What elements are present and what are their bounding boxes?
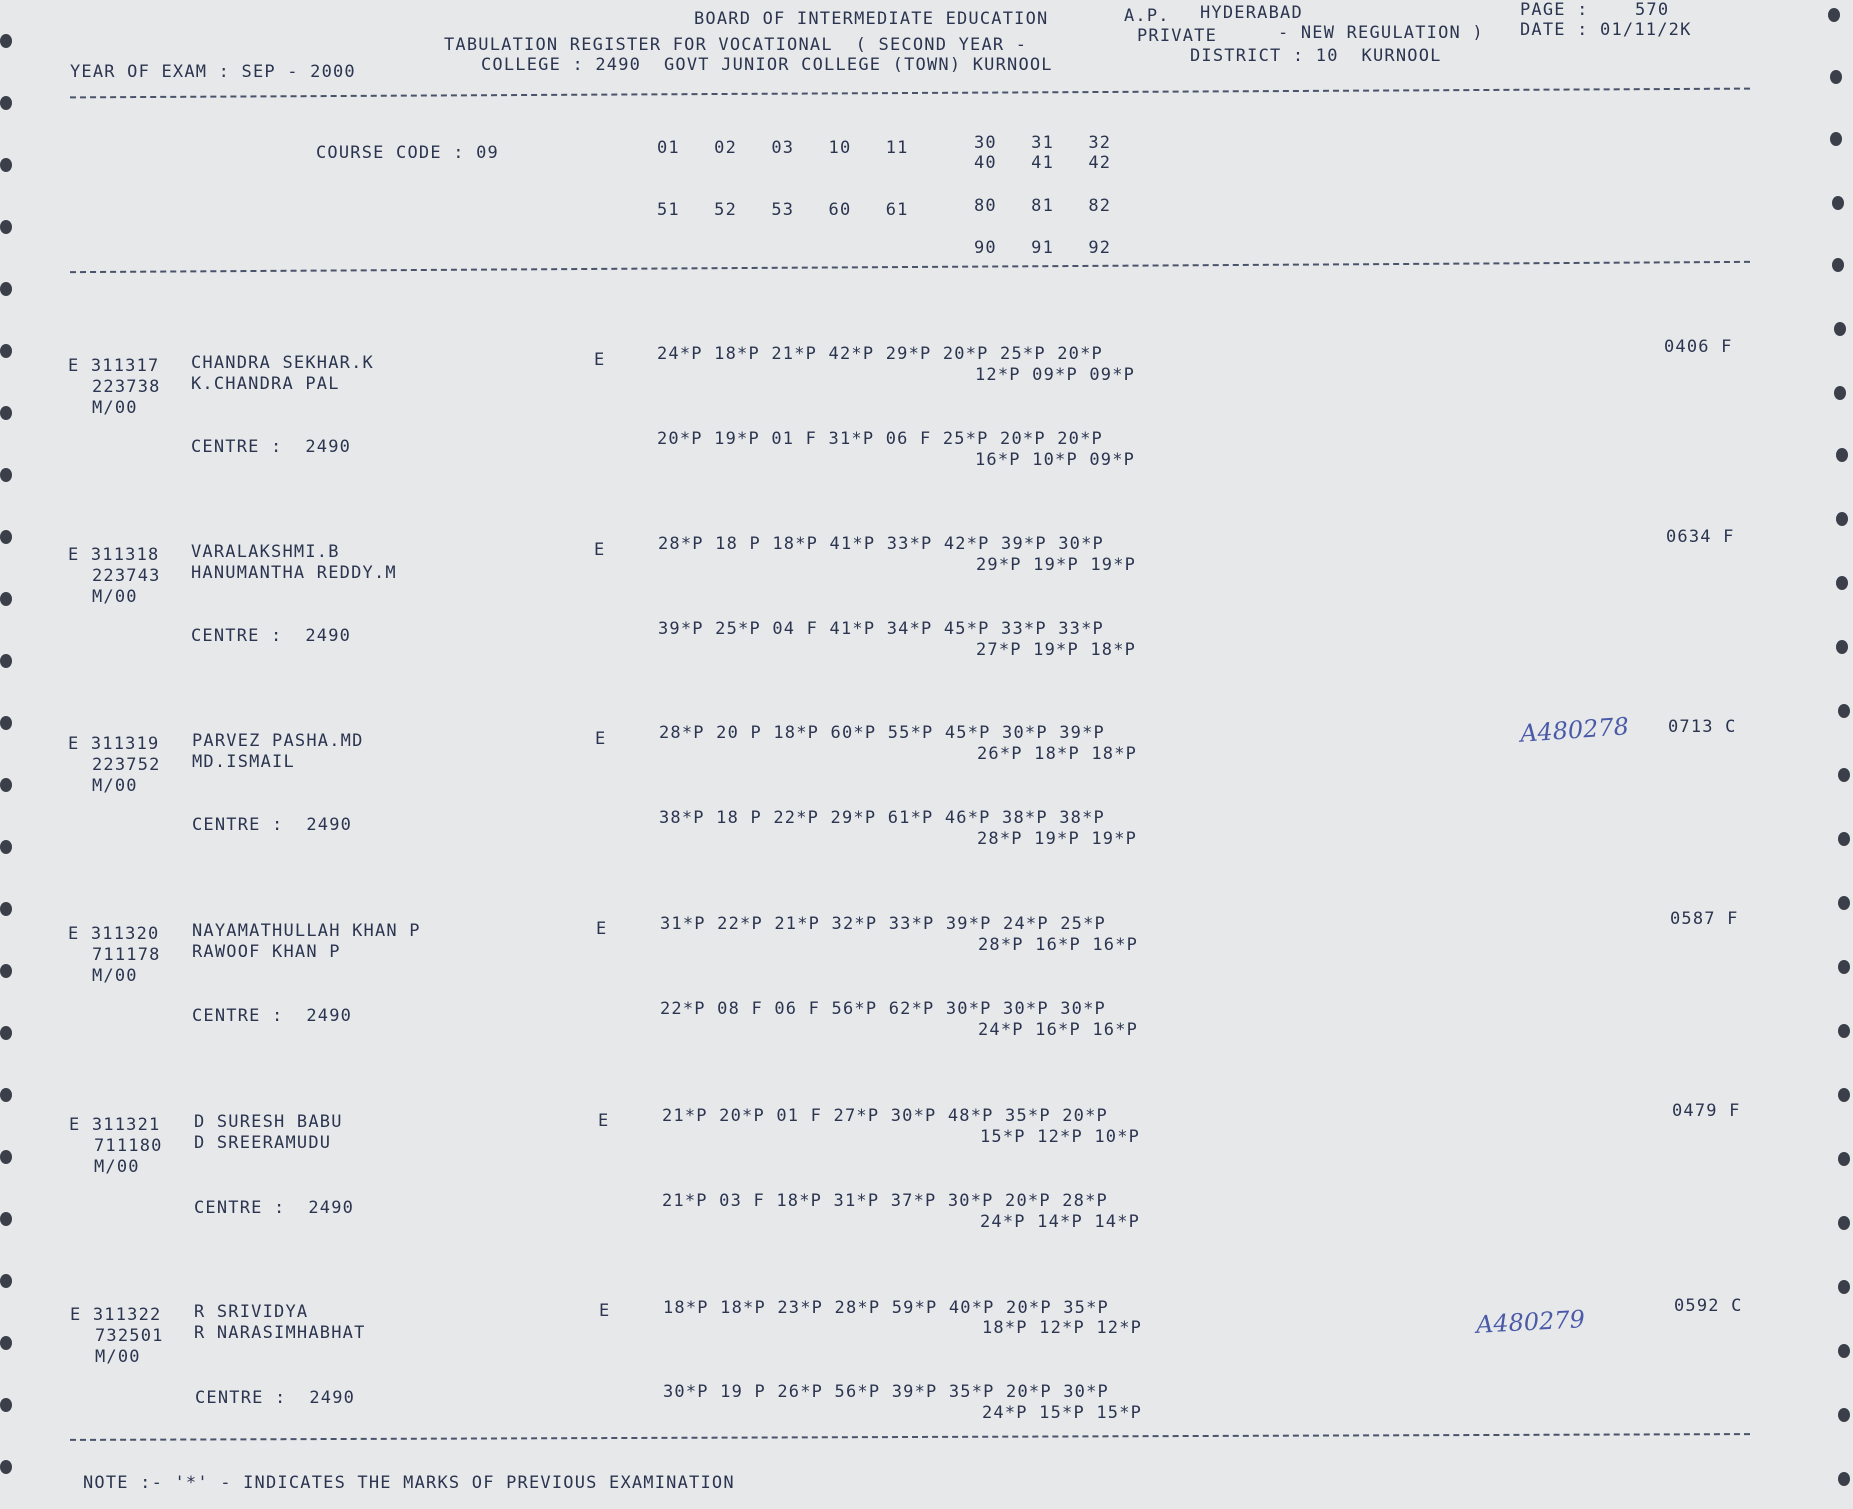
marks-first-year-extra: 29*P 19*P 19*P bbox=[976, 555, 1137, 575]
medium: E bbox=[594, 540, 606, 560]
registration-number: E 311318 bbox=[68, 545, 160, 565]
gender-code: M/00 bbox=[92, 966, 138, 986]
marks-first-year-extra: 12*P 09*P 09*P bbox=[975, 365, 1136, 385]
centre-code: CENTRE : 2490 bbox=[192, 815, 353, 835]
gender-code: M/00 bbox=[95, 1347, 141, 1367]
subject-codes-row2: 51 52 53 60 61 bbox=[657, 200, 909, 220]
city-label: HYDERABAD bbox=[1200, 3, 1303, 23]
centre-code: CENTRE : 2490 bbox=[192, 1006, 353, 1026]
marks-second-year-extra: 28*P 19*P 19*P bbox=[977, 829, 1138, 849]
student-code: 223743 bbox=[92, 566, 161, 586]
centre-code: CENTRE : 2490 bbox=[195, 1388, 356, 1408]
medium: E bbox=[596, 919, 608, 939]
gender-code: M/00 bbox=[92, 776, 138, 796]
grand-total-result: 0713 C bbox=[1668, 717, 1737, 737]
student-name: R SRIVIDYA bbox=[194, 1302, 309, 1322]
marks-second-year: 38*P 18 P 22*P 29*P 61*P 46*P 38*P 38*P bbox=[659, 808, 1105, 828]
footnote: NOTE :- '*' - INDICATES THE MARKS OF PREVIOUS EXAMINATION bbox=[83, 1473, 735, 1493]
student-name: NAYAMATHULLAH KHAN P bbox=[192, 921, 421, 941]
marks-first-year: 18*P 18*P 23*P 28*P 59*P 40*P 20*P 35*P bbox=[663, 1298, 1109, 1318]
registration-number: E 311321 bbox=[69, 1115, 161, 1135]
registration-number: E 311317 bbox=[68, 356, 160, 376]
marks-second-year: 39*P 25*P 04 F 41*P 34*P 45*P 33*P 33*P bbox=[658, 619, 1104, 639]
state-label: A.P. bbox=[1124, 6, 1170, 26]
grand-total-result: 0406 F bbox=[1664, 337, 1733, 357]
register-title: TABULATION REGISTER FOR VOCATIONAL ( SECOND YEAR - bbox=[444, 35, 1028, 55]
marks-second-year-extra: 16*P 10*P 09*P bbox=[975, 450, 1136, 470]
registration-number: E 311320 bbox=[68, 924, 160, 944]
marks-first-year: 28*P 18 P 18*P 41*P 33*P 42*P 39*P 30*P bbox=[658, 534, 1104, 554]
subject-codes-row2-extra: 80 81 82 bbox=[974, 196, 1112, 216]
parent-name: D SREERAMUDU bbox=[194, 1133, 332, 1153]
marks-second-year: 30*P 19 P 26*P 56*P 39*P 35*P 20*P 30*P bbox=[663, 1382, 1109, 1402]
marks-first-year-extra: 18*P 12*P 12*P bbox=[982, 1318, 1143, 1338]
student-name: D SURESH BABU bbox=[194, 1112, 343, 1132]
gender-code: M/00 bbox=[92, 587, 138, 607]
parent-name: RAWOOF KHAN P bbox=[192, 942, 341, 962]
student-code: 711180 bbox=[94, 1136, 163, 1156]
marks-first-year: 21*P 20*P 01 F 27*P 30*P 48*P 35*P 20*P bbox=[662, 1106, 1108, 1126]
subject-codes-row1-extra2: 40 41 42 bbox=[974, 153, 1112, 173]
marks-second-year: 21*P 03 F 18*P 31*P 37*P 30*P 20*P 28*P bbox=[662, 1191, 1108, 1211]
marks-first-year-extra: 26*P 18*P 18*P bbox=[977, 744, 1138, 764]
subject-codes-row1: 01 02 03 10 11 bbox=[657, 138, 909, 158]
medium: E bbox=[599, 1301, 611, 1321]
parent-name: R NARASIMHABHAT bbox=[194, 1323, 366, 1343]
grand-total-result: 0634 F bbox=[1666, 527, 1735, 547]
marks-second-year: 20*P 19*P 01 F 31*P 06 F 25*P 20*P 20*P bbox=[657, 429, 1103, 449]
gender-code: M/00 bbox=[94, 1157, 140, 1177]
year-of-exam: YEAR OF EXAM : SEP - 2000 bbox=[70, 62, 356, 82]
centre-code: CENTRE : 2490 bbox=[194, 1198, 355, 1218]
marks-second-year-extra: 24*P 16*P 16*P bbox=[978, 1020, 1139, 1040]
regulation-label: - NEW REGULATION ) bbox=[1278, 23, 1484, 43]
medium: E bbox=[594, 350, 606, 370]
course-divider bbox=[70, 261, 1750, 273]
marks-first-year: 28*P 20 P 18*P 60*P 55*P 45*P 30*P 39*P bbox=[659, 723, 1105, 743]
registration-number: E 311319 bbox=[68, 734, 160, 754]
student-name: VARALAKSHMI.B bbox=[191, 542, 340, 562]
medium: E bbox=[595, 729, 607, 749]
page-number: 570 bbox=[1635, 0, 1670, 20]
student-name: PARVEZ PASHA.MD bbox=[192, 731, 364, 751]
student-code: 711178 bbox=[92, 945, 161, 965]
print-date: DATE : 01/11/2K bbox=[1520, 20, 1692, 40]
parent-name: HANUMANTHA REDDY.M bbox=[191, 563, 397, 583]
student-code: 732501 bbox=[95, 1326, 164, 1346]
marks-first-year-extra: 15*P 12*P 10*P bbox=[980, 1127, 1141, 1147]
marks-first-year: 31*P 22*P 21*P 32*P 33*P 39*P 24*P 25*P bbox=[660, 914, 1106, 934]
marks-second-year-extra: 24*P 15*P 15*P bbox=[982, 1403, 1143, 1423]
student-code: 223752 bbox=[92, 755, 161, 775]
gender-code: M/00 bbox=[92, 398, 138, 418]
marks-second-year-extra: 24*P 14*P 14*P bbox=[980, 1212, 1141, 1232]
marks-second-year-extra: 27*P 19*P 18*P bbox=[976, 640, 1137, 660]
college-info: COLLEGE : 2490 GOVT JUNIOR COLLEGE (TOWN) KURNOOL bbox=[481, 55, 1053, 75]
centre-code: CENTRE : 2490 bbox=[191, 626, 352, 646]
grand-total-result: 0587 F bbox=[1670, 909, 1739, 929]
marks-first-year: 24*P 18*P 21*P 42*P 29*P 20*P 25*P 20*P bbox=[657, 344, 1103, 364]
handwritten-certificate-number: A480278 bbox=[1519, 712, 1630, 748]
parent-name: K.CHANDRA PAL bbox=[191, 374, 340, 394]
grand-total-result: 0479 F bbox=[1672, 1101, 1741, 1121]
district-info: DISTRICT : 10 KURNOOL bbox=[1190, 46, 1442, 66]
student-name: CHANDRA SEKHAR.K bbox=[191, 353, 374, 373]
subject-codes-row1-extra: 30 31 32 bbox=[974, 133, 1112, 153]
grand-total-result: 0592 C bbox=[1674, 1296, 1743, 1316]
centre-code: CENTRE : 2490 bbox=[191, 437, 352, 457]
course-code: COURSE CODE : 09 bbox=[316, 143, 499, 163]
footer-divider bbox=[70, 1433, 1750, 1441]
handwritten-certificate-number: A480279 bbox=[1475, 1305, 1586, 1339]
exam-type: PRIVATE bbox=[1137, 26, 1218, 46]
board-title: BOARD OF INTERMEDIATE EDUCATION bbox=[694, 9, 1049, 29]
marks-first-year-extra: 28*P 16*P 16*P bbox=[978, 935, 1139, 955]
marks-second-year: 22*P 08 F 06 F 56*P 62*P 30*P 30*P 30*P bbox=[660, 999, 1106, 1019]
page-label: PAGE : bbox=[1520, 0, 1589, 20]
subject-codes-row3: 90 91 92 bbox=[974, 238, 1112, 258]
parent-name: MD.ISMAIL bbox=[192, 752, 295, 772]
registration-number: E 311322 bbox=[70, 1305, 162, 1325]
medium: E bbox=[598, 1111, 610, 1131]
student-code: 223738 bbox=[92, 377, 161, 397]
header-divider bbox=[70, 88, 1750, 99]
